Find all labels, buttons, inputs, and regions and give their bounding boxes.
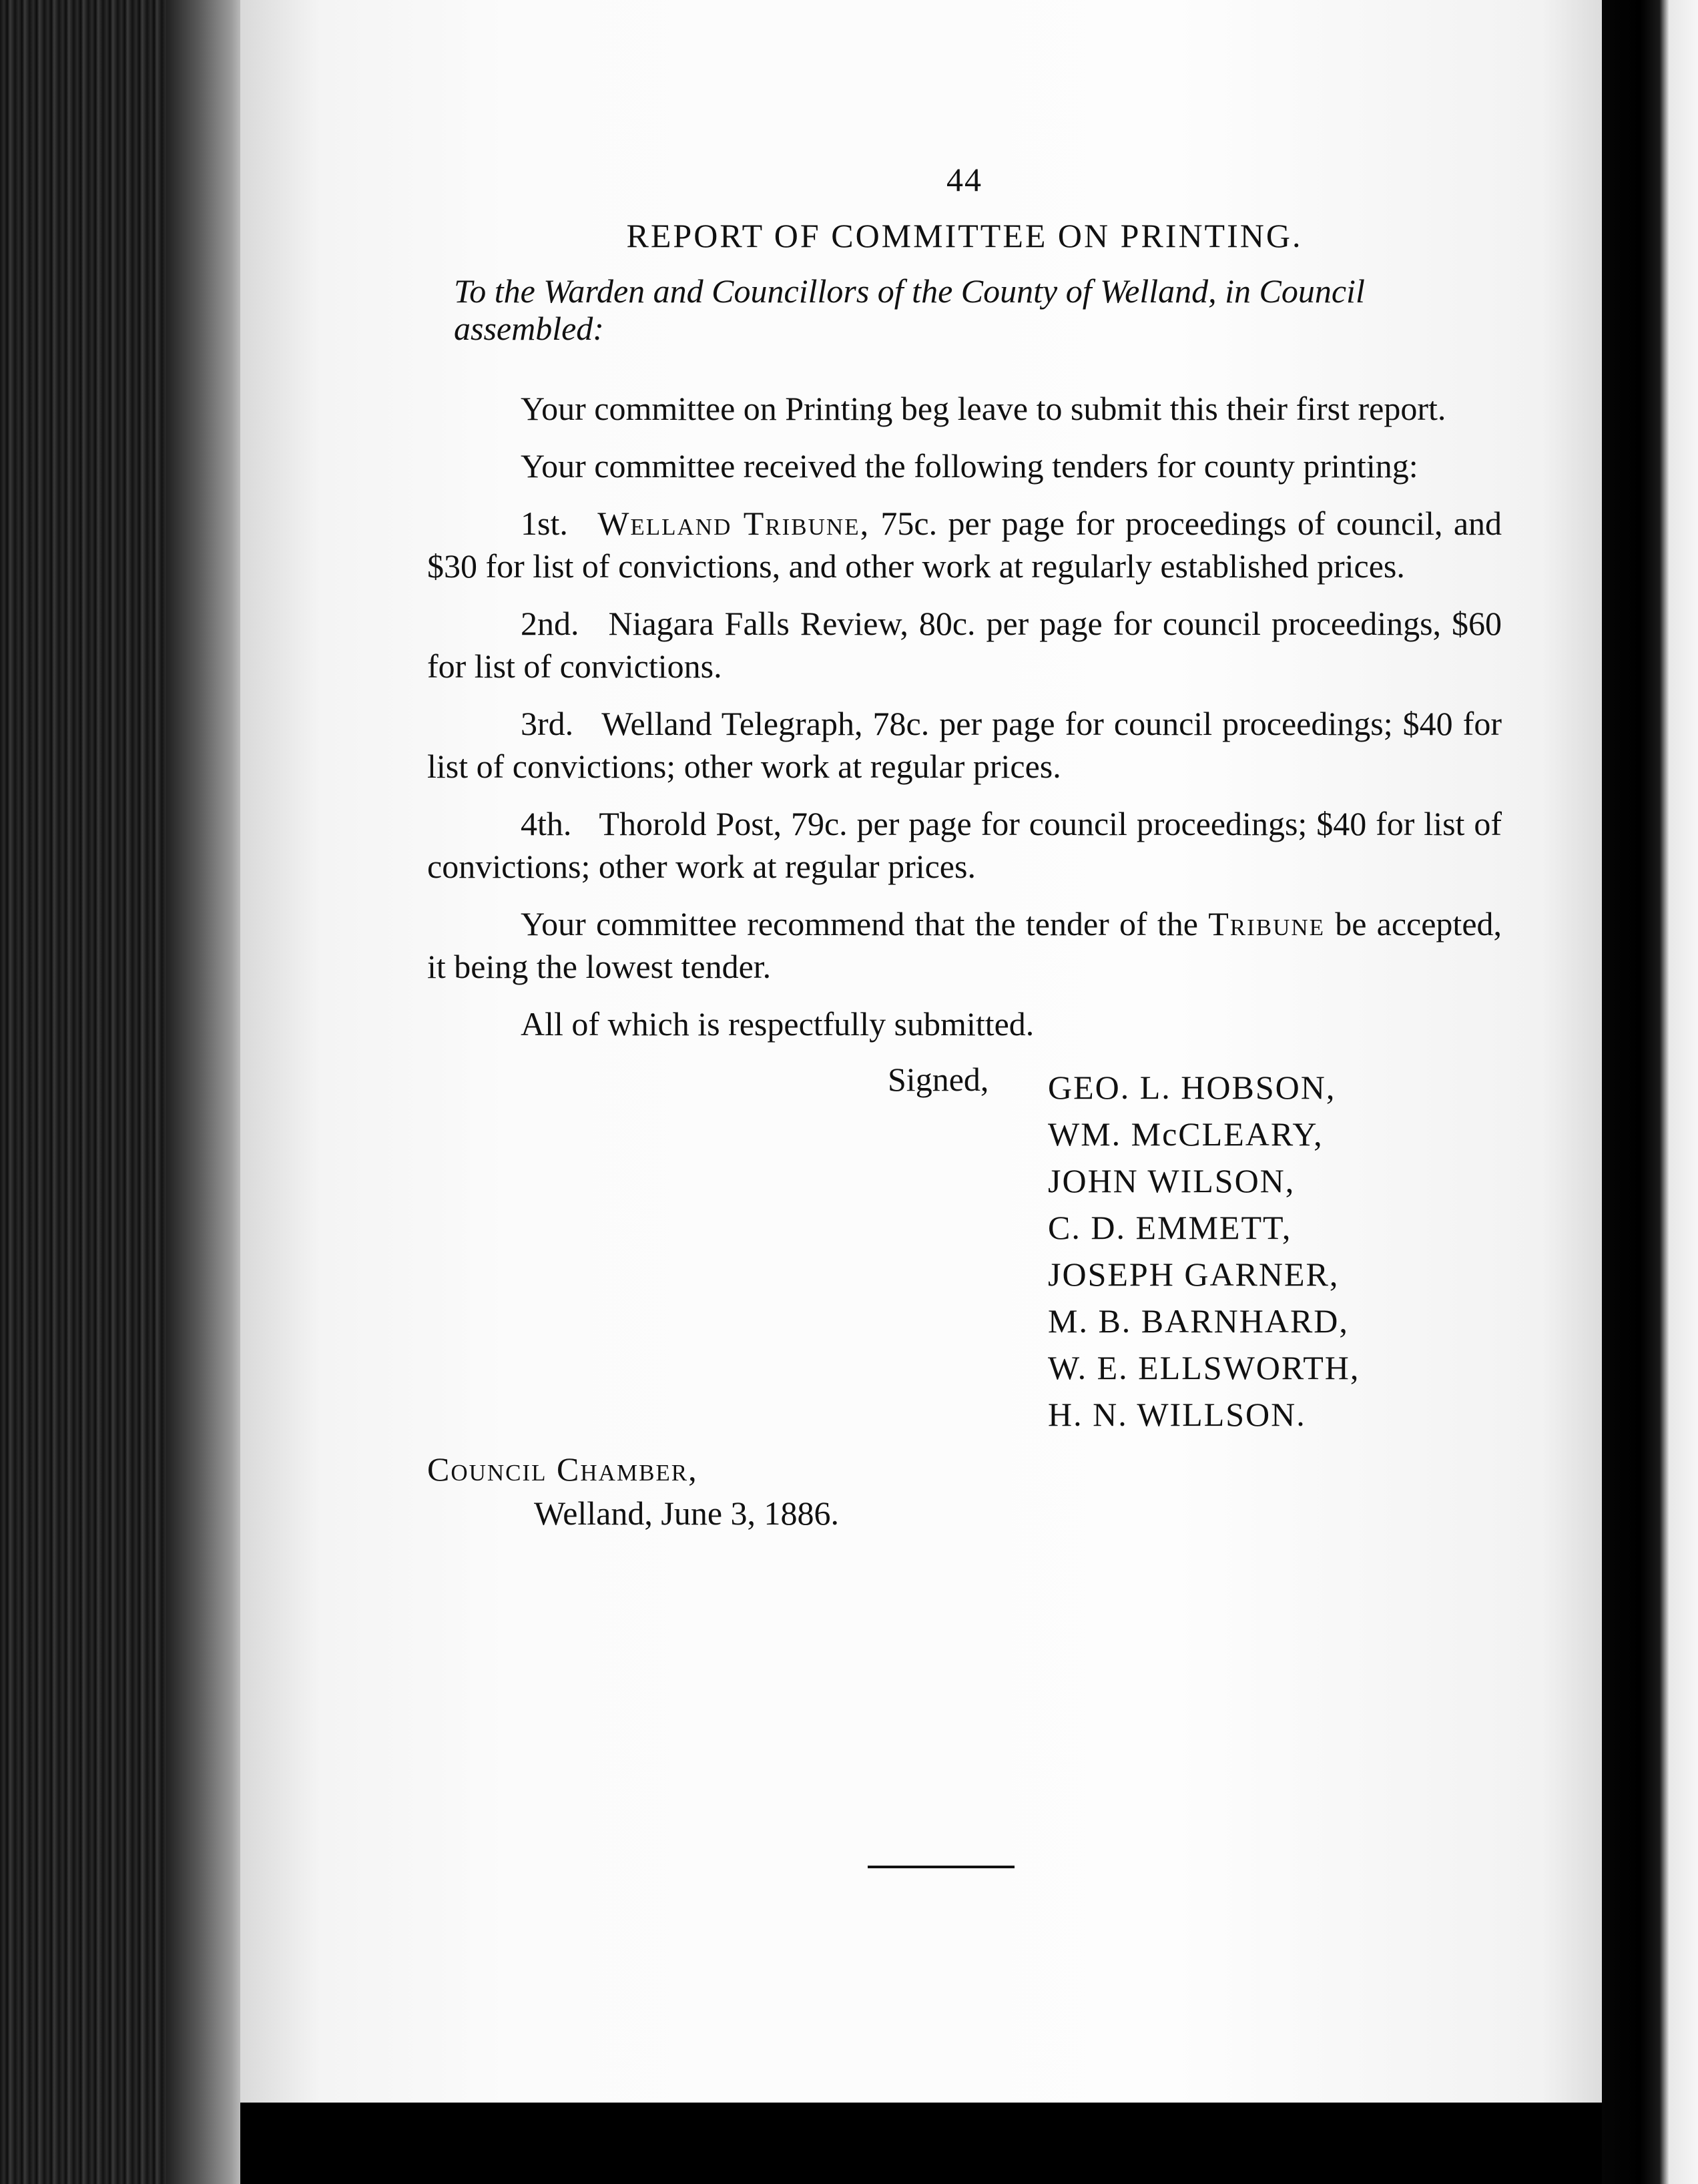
tender-ordinal: 3rd. xyxy=(521,705,574,742)
signer-name: WM. McCLEARY, xyxy=(1048,1115,1324,1153)
tender-name: Niagara Falls Review, xyxy=(608,605,908,642)
scan-border-bottom xyxy=(240,2103,1602,2184)
place-heading: Council Chamber, xyxy=(427,1450,698,1488)
book-edge-highlight xyxy=(167,0,247,2184)
signer-name: C. D. EMMETT, xyxy=(1048,1209,1292,1246)
tender-ordinal: 1st. xyxy=(521,505,568,542)
tender-item xyxy=(427,702,1502,788)
closing-rule xyxy=(868,1866,1015,1868)
recommendation-tender-name: Tribune xyxy=(1208,905,1326,942)
intro-paragraph-1: Your committee on Printing beg leave to submit this their first report. xyxy=(521,390,1446,427)
signed-label: Signed, xyxy=(888,1061,989,1098)
signer-name: M. B. BARNHARD, xyxy=(1048,1302,1349,1340)
salutation: To the Warden and Councillors of the County of Welland, in Council assembled: xyxy=(454,272,1365,347)
signature-block xyxy=(427,1060,1502,1434)
signer-name: H. N. WILLSON. xyxy=(1048,1396,1306,1433)
signer-name: JOSEPH GARNER, xyxy=(1048,1256,1340,1293)
closing-line: All of which is respectfully submitted. xyxy=(521,1005,1035,1043)
page-number: 44 xyxy=(946,161,982,198)
tender-ordinal: 2nd. xyxy=(521,605,579,642)
tender-name: Thorold Post, xyxy=(599,805,782,842)
tender-details: 75c. per page for proceedings of council, and $30 for list of convictions, and other work at regularly established prices. xyxy=(427,505,1502,585)
recommendation-text-before: Your committee recommend that the tender of the xyxy=(521,905,1198,942)
place-block xyxy=(427,1447,1502,1535)
signer-name: GEO. L. HOBSON, xyxy=(1048,1069,1336,1106)
signer-name: W. E. ELLSWORTH, xyxy=(1048,1349,1360,1386)
recommendation-paragraph xyxy=(427,902,1502,988)
tender-details: 80c. per page for council proceedings, $60 for list of convictions. xyxy=(427,605,1502,685)
recommendation-text-after: be accepted, it being the lowest tender. xyxy=(427,905,1502,985)
intro-paragraph-2: Your committee received the following tenders for county printing: xyxy=(521,447,1418,485)
report-title: REPORT OF COMMITTEE ON PRINTING. xyxy=(626,217,1303,254)
tender-details: 79c. per page for council proceedings; $40 for list of convictions; other work at regular prices. xyxy=(427,805,1502,885)
signer-name: JOHN WILSON, xyxy=(1048,1162,1296,1199)
tender-item xyxy=(427,602,1502,688)
place-date: Welland, June 3, 1886. xyxy=(534,1494,840,1532)
tender-name: Welland Telegraph, xyxy=(601,705,863,742)
tender-item xyxy=(427,802,1502,888)
page-gutter xyxy=(1602,0,1698,2184)
tender-details: 78c. per page for council proceedings; $40 for list of convictions; other work at regular prices. xyxy=(427,705,1502,785)
tender-name: Welland Tribune, xyxy=(597,505,870,542)
tender-ordinal: 4th. xyxy=(521,805,572,842)
report-content xyxy=(427,160,1502,1535)
tender-item xyxy=(427,502,1502,587)
signer-list xyxy=(1048,1064,1360,1438)
